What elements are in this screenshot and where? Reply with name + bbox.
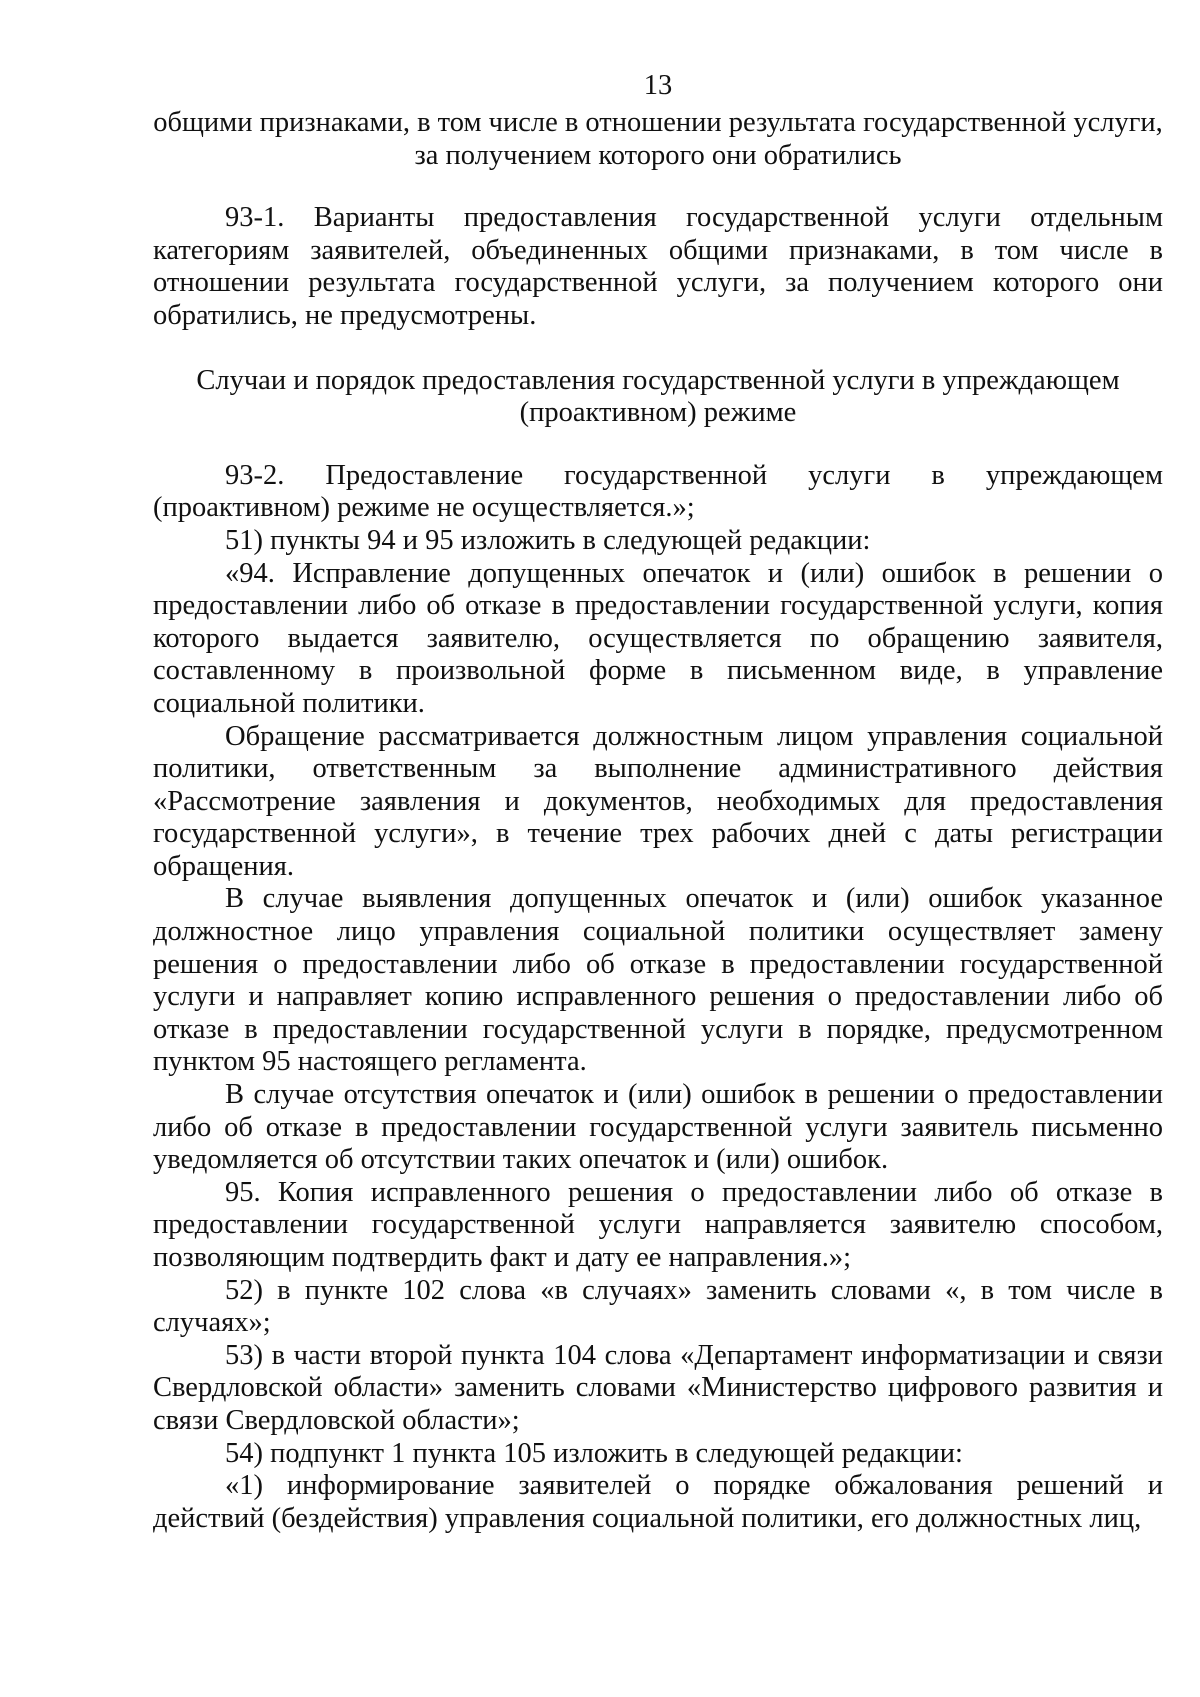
page-number: 13: [643, 70, 673, 101]
paragraph-errors-found: В случае выявления допущенных опечаток и (или) ошибок указанное должностное лицо управления социальной политики осуществляет замену решения о предоставлении либо об отказе в предоставлении государственной услуги и направляет копию исправленного решения о предоставлении либо об отказе в предоставлении государственной услуги в порядке, предусмотренном пунктом 95 настоящего регламента.: [153, 883, 1163, 1078]
paragraph-93-2: 93-2. Предоставление государственной услуги в упреждающем (проактивном) режиме не осуществляется.»;: [153, 459, 1163, 524]
paragraph-item-53: 53) в части второй пункта 104 слова «Департамент информатизации и связи Свердловской области» заменить словами «Министерство цифрового развития и связи Свердловской области»;: [153, 1339, 1163, 1436]
section-heading-1: общими признаками, в том числе в отношении результата государственной услуги, за получением которого они обратились: [153, 107, 1163, 171]
section-heading-2: Случаи и порядок предоставления государственной услуги в упреждающем (проактивном) режиме: [196, 364, 1120, 429]
paragraph-item-54: 54) подпункт 1 пункта 105 изложить в следующей редакции:: [225, 1437, 963, 1469]
paragraph-item-52: 52) в пункте 102 слова «в случаях» заменить словами «, в том числе в случаях»;: [153, 1274, 1163, 1339]
paragraph-93-1: 93-1. Варианты предоставления государственной услуги отдельным категориям заявителей, объединенных общими признаками, в том числе в отношении результата государственной услуги, за получением которого они обратились, не предусмотрены.: [153, 202, 1163, 331]
paragraph-94: «94. Исправление допущенных опечаток и (или) ошибок в решении о предоставлении либо об отказе в предоставлении государственной услуги, копия которого выдается заявителю, осуществляется по обращению заявителя, составленному в произвольной форме в письменном виде, в управление социальной политики.: [153, 557, 1163, 719]
paragraph-no-errors: В случае отсутствия опечаток и (или) ошибок в решении о предоставлении либо об отказе в предоставлении государственной услуги заявитель письменно уведомляется об отсутствии таких опечаток и (или) ошибок.: [153, 1079, 1163, 1176]
spacer: [153, 430, 1163, 460]
paragraph-appeal-review: Обращение рассматривается должностным лицом управления социальной политики, ответственным за выполнение административного действия «Рассмотрение заявления и документов, необходимых для предоставления государственной услуги», в течение трех рабочих дней с даты регистрации обращения.: [153, 720, 1163, 882]
paragraph-subitem-1: «1) информирование заявителей о порядке обжалования решений и действий (бездействия) управления социальной политики, его должностных лиц,: [153, 1470, 1163, 1534]
paragraph-item-51: 51) пункты 94 и 95 изложить в следующей редакции:: [225, 524, 871, 556]
document-page: [153, 70, 1163, 1535]
spacer: [153, 333, 1163, 365]
paragraph-95: 95. Копия исправленного решения о предоставлении либо об отказе в предоставлении государственной услуги направляется заявителю способом, позволяющим подтвердить факт и дату ее направления.»;: [153, 1176, 1163, 1273]
spacer: [153, 172, 1163, 202]
